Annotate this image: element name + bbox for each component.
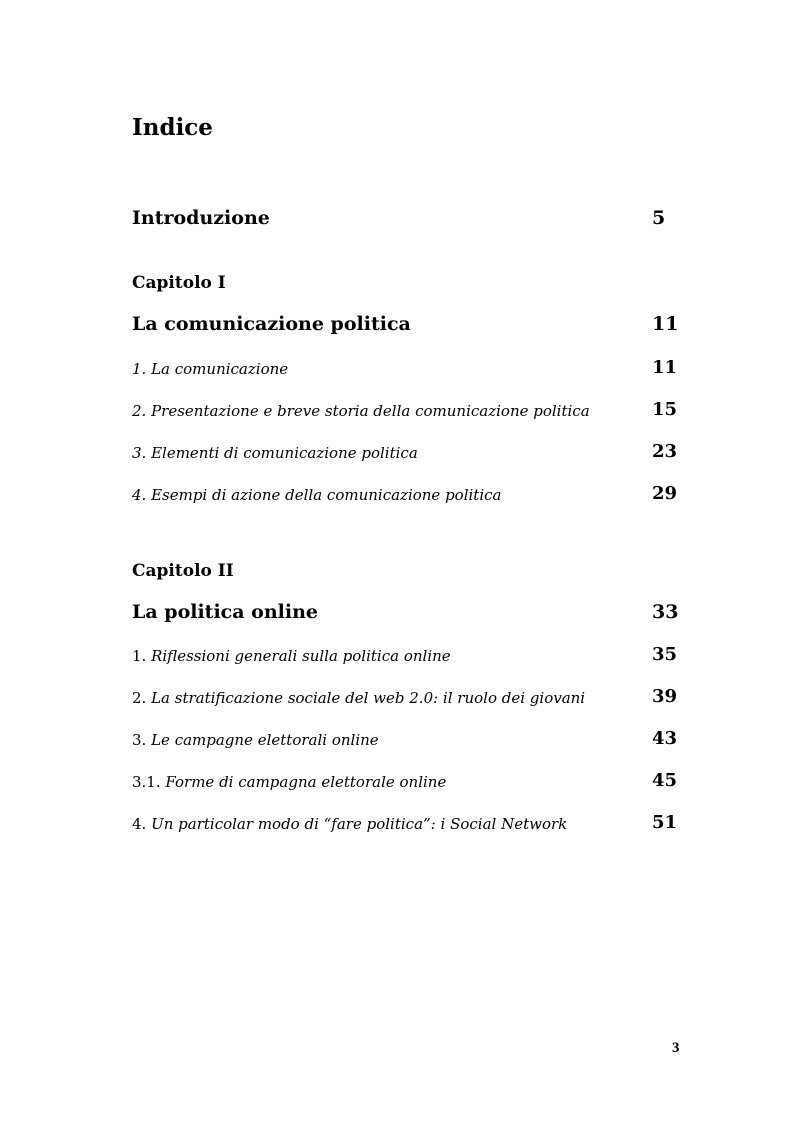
toc-entry-text: Un particolar modo di “fare politica”: i Social Network: [151, 815, 568, 833]
toc-entry-page: 39: [652, 686, 678, 707]
toc-entry-number: 3.1.: [132, 773, 166, 791]
toc-entry: [132, 689, 585, 707]
toc-entry-number: 2.: [132, 689, 152, 707]
toc-entry: [132, 773, 446, 791]
toc-entry: [132, 731, 379, 749]
toc-entry-page: 29: [652, 483, 678, 504]
chapter-1-page: 11: [652, 313, 679, 335]
toc-entry-text: 3. Elementi di comunicazione politica: [132, 444, 418, 462]
toc-entry-text: 4. Esempi di azione della comunicazione politica: [132, 486, 502, 504]
toc-entry-page: 35: [652, 644, 678, 665]
toc-entry: [132, 815, 567, 833]
chapter-2-title: La politica online: [132, 601, 318, 623]
toc-entry-page: 43: [652, 728, 678, 749]
toc-entry-text: 1. La comunicazione: [132, 360, 289, 378]
toc-entry-number: 1.: [132, 647, 152, 665]
toc-entry-text: Le campagne elettorali online: [151, 731, 379, 749]
toc-entry-page: 15: [652, 399, 678, 420]
toc-entry-page: 11: [652, 357, 678, 378]
page-number: 3: [672, 1040, 680, 1056]
chapter-2-heading: Capitolo II: [132, 561, 234, 581]
chapter-1-title: La comunicazione politica: [132, 313, 411, 335]
toc-entry-text: Riflessioni generali sulla politica online: [151, 647, 451, 665]
page-title: Indice: [132, 114, 213, 141]
toc-intro-page: 5: [652, 207, 666, 229]
toc-entry-page: 45: [652, 770, 678, 791]
toc-entry: [132, 647, 451, 665]
toc-entry-number: 3.: [132, 731, 152, 749]
chapter-2-page: 33: [652, 601, 679, 623]
toc-entry-text: 2. Presentazione e breve storia della comunicazione politica: [132, 402, 590, 420]
chapter-1-heading: Capitolo I: [132, 273, 226, 293]
toc-entry-page: 23: [652, 441, 678, 462]
toc-intro-label: Introduzione: [132, 207, 270, 229]
toc-entry-text: Forme di campagna elettorale online: [165, 773, 447, 791]
toc-entry-text: La stratificazione sociale del web 2.0: il ruolo dei giovani: [151, 689, 586, 707]
toc-entry-number: 4.: [132, 815, 152, 833]
toc-entry-page: 51: [652, 812, 678, 833]
